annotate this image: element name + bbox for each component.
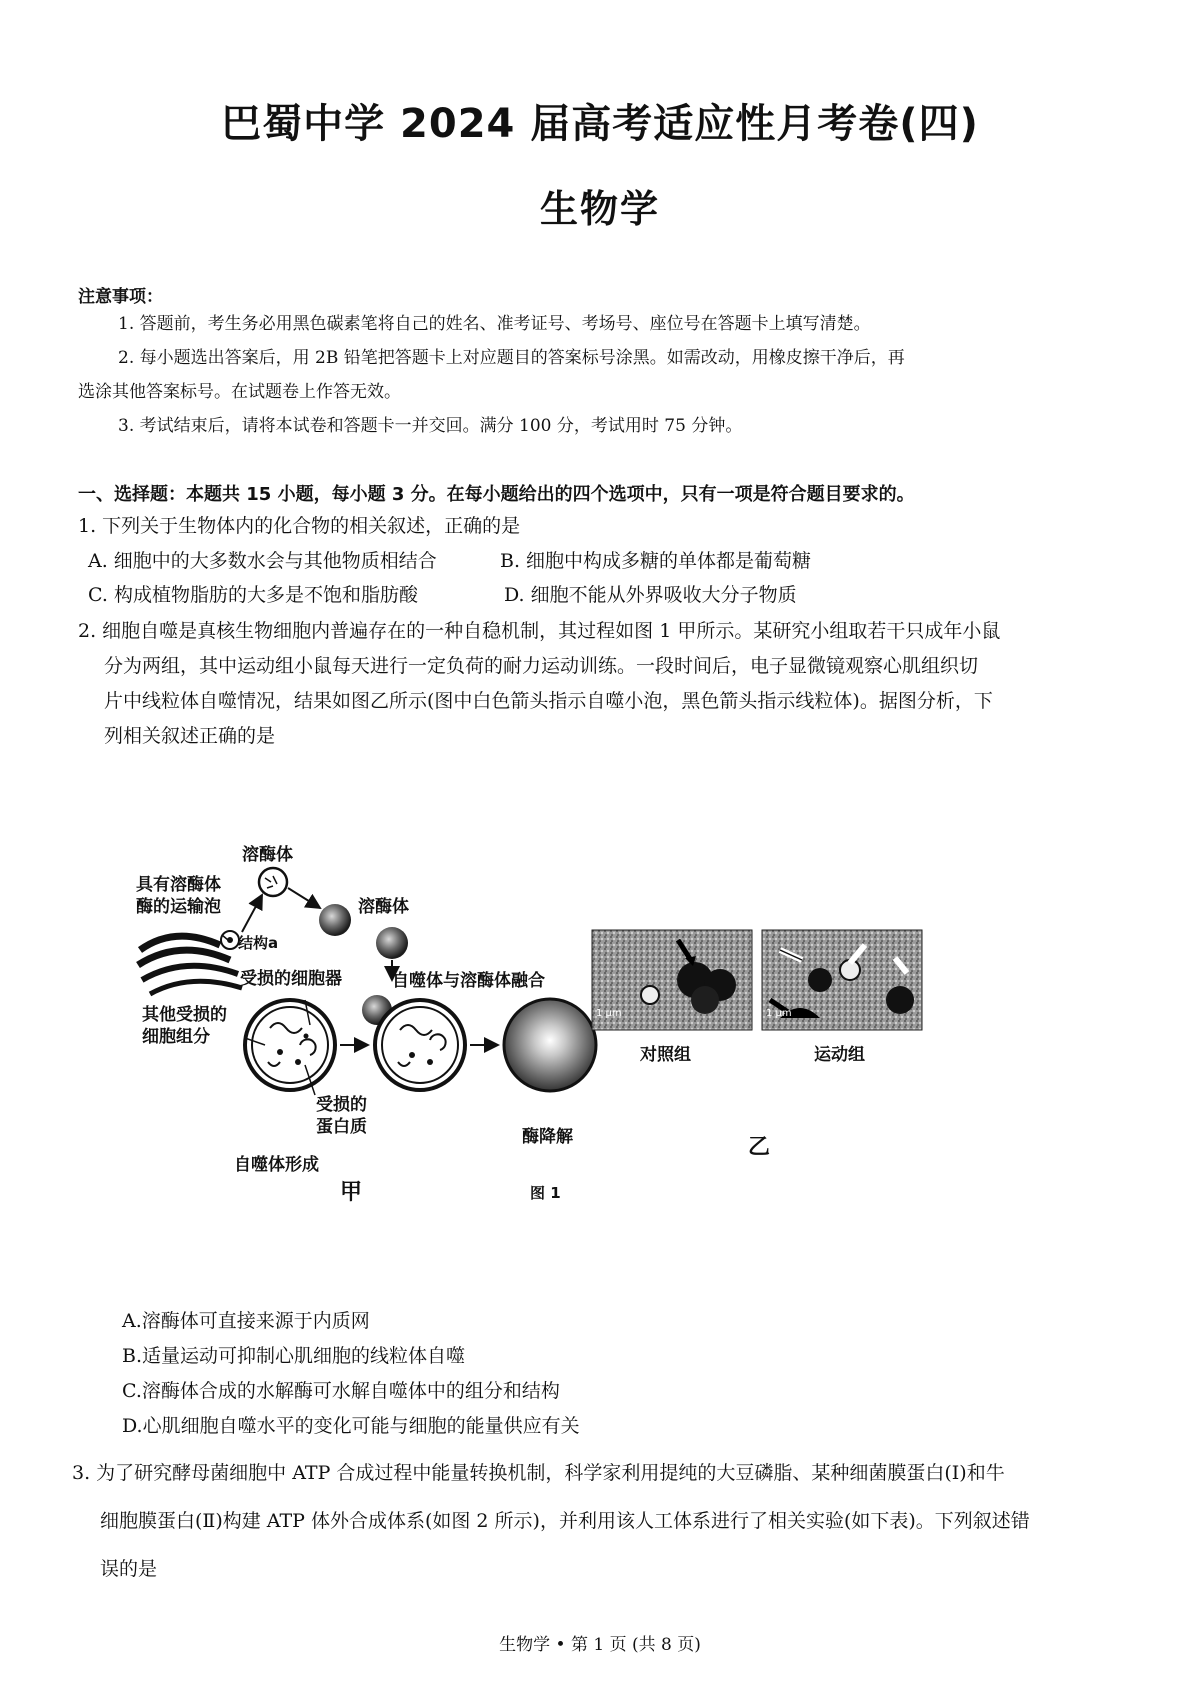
q2-option-a: A.溶酶体可直接来源于内质网 — [122, 1310, 370, 1332]
figure-1-drawing — [130, 840, 1070, 1200]
subject-title: 生物学 — [539, 187, 660, 231]
q2-stem-line3: 片中线粒体自噬情况，结果如图乙所示(图中白色箭头指示自噬小泡，黑色箭头指示线粒体)。据图分析，下 — [104, 690, 993, 712]
lysosome-sphere-icon — [319, 904, 351, 936]
page-footer: 生物学 • 第 1 页 (共 8 页) — [499, 1635, 701, 1655]
scale-bar-exercise: 1 μm — [766, 1008, 792, 1019]
label-other-line1: 其他受损的 — [142, 1005, 227, 1025]
q2-stem-line2: 分为两组，其中运动组小鼠每天进行一定负荷的耐力运动训练。一段时间后，电子显微镜观察心肌组织切 — [104, 655, 979, 677]
q1-option-d: D. 细胞不能从外界吸收大分子物质 — [504, 584, 797, 606]
label-jia: 甲 — [340, 1180, 363, 1205]
q2-option-d: D.心肌细胞自噬水平的变化可能与细胞的能量供应有关 — [122, 1415, 580, 1437]
q1-option-a: A. 细胞中的大多数水会与其他物质相结合 — [88, 550, 437, 572]
q1-option-b: B. 细胞中构成多糖的单体都是葡萄糖 — [500, 550, 812, 572]
lysosome-icon — [259, 868, 287, 896]
q3-stem-line1: 3. 为了研究酵母菌细胞中 ATP 合成过程中能量转换机制，科学家利用提纯的大豆磷脂、某种细菌膜蛋白(Ⅰ)和牛 — [72, 1462, 1005, 1484]
page-title: 巴蜀中学 2024 届高考适应性月考卷(四) — [221, 101, 979, 147]
label-formation: 自噬体形成 — [234, 1155, 319, 1175]
label-vesicle-line2: 酶的运输泡 — [136, 897, 221, 917]
label-structure-a: 结构a — [238, 934, 279, 952]
label-protein-line2: 蛋白质 — [316, 1117, 367, 1137]
lysosome-sphere-icon — [376, 927, 408, 959]
q1-stem: 1. 下列关于生物体内的化合物的相关叙述，正确的是 — [78, 515, 521, 537]
q1-option-c: C. 构成植物脂肪的大多是不饱和脂肪酸 — [88, 584, 418, 606]
section-heading: 一、选择题：本题共 15 小题，每小题 3 分。在每小题给出的四个选项中，只有一项是符合题目要求的。 — [78, 484, 915, 505]
label-other-line2: 细胞组分 — [142, 1027, 210, 1047]
notice-item-3: 3. 考试结束后，请将本试卷和答题卡一并交回。满分 100 分，考试用时 75 分钟。 — [118, 416, 743, 436]
q3-stem-line3: 误的是 — [100, 1558, 158, 1580]
label-yi: 乙 — [748, 1135, 771, 1160]
label-exercise-group: 运动组 — [814, 1045, 865, 1065]
label-fusion: 自噬体与溶酶体融合 — [392, 971, 545, 991]
figure-caption: 图 1 — [530, 1184, 561, 1202]
notice-heading: 注意事项： — [78, 287, 163, 307]
notice-item-2-line2: 选涂其他答案标号。在试题卷上作答无效。 — [78, 382, 401, 402]
q2-stem-line1: 2. 细胞自噬是真核生物细胞内普遍存在的一种自稳机制，其过程如图 1 甲所示。某研究小组取若干只成年小鼠 — [78, 620, 1001, 642]
figure-1 — [130, 840, 1070, 1205]
q3-stem-line2: 细胞膜蛋白(Ⅱ)构建 ATP 体外合成体系(如图 2 所示)，并利用该人工体系进行了相关实验(如下表)。下列叙述错 — [100, 1510, 1030, 1532]
autolysosome-icon — [375, 1000, 465, 1090]
label-degradation: 酶降解 — [522, 1127, 573, 1147]
scale-bar-control: 1 μm — [596, 1008, 622, 1019]
label-protein-line1: 受损的 — [316, 1095, 367, 1115]
autophagosome-icon — [245, 1000, 335, 1090]
q2-option-b: B.适量运动可抑制心肌细胞的线粒体自噬 — [122, 1345, 466, 1367]
q2-stem-line4: 列相关叙述正确的是 — [104, 725, 276, 747]
label-vesicle-line1: 具有溶酶体 — [136, 875, 221, 895]
notice-item-2-line1: 2. 每小题选出答案后，用 2B 铅笔把答题卡上对应题目的答案标号涂黑。如需改动，用橡皮擦干净后，再 — [118, 348, 905, 368]
q2-option-c: C.溶酶体合成的水解酶可水解自噬体中的组分和结构 — [122, 1380, 560, 1402]
degradation-icon — [504, 999, 596, 1091]
label-damaged-organelle: 受损的细胞器 — [240, 969, 342, 989]
label-lysosome-2: 溶酶体 — [358, 897, 409, 917]
notice-item-1: 1. 答题前，考生务必用黑色碳素笔将自己的姓名、准考证号、考场号、座位号在答题卡上填写清楚。 — [118, 314, 871, 334]
label-control-group: 对照组 — [640, 1045, 691, 1065]
label-lysosome-1: 溶酶体 — [242, 845, 293, 865]
